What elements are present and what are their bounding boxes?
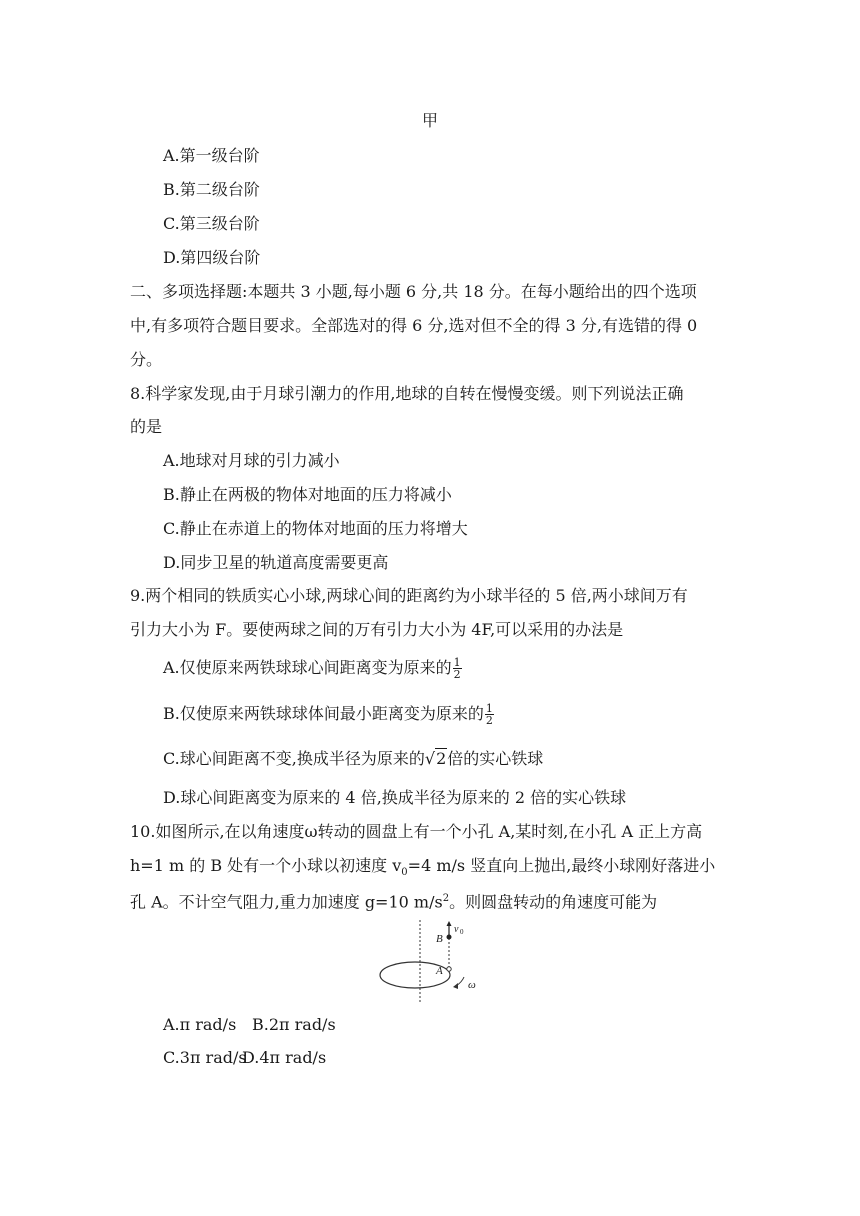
q7-option-a: A.第一级台阶 (163, 146, 260, 165)
ball-b (447, 935, 452, 940)
label-omega: ω (468, 979, 476, 991)
label-v-sub: 0 (460, 928, 464, 936)
q9-option-a (163, 657, 462, 680)
sqrt-radicand: 2 (436, 749, 447, 768)
q10-stem-line1: 10.如图所示,在以角速度ω转动的圆盘上有一个小孔 A,某时刻,在小孔 A 正上方高 (130, 822, 703, 841)
q9-option-c-text-pre: C.球心间距离不变,换成半径为原来的 (163, 749, 425, 768)
q10-option-b: B.2π rad/s (252, 1015, 336, 1034)
label-b: B (436, 933, 443, 945)
q8-option-d: D.同步卫星的轨道高度需要更高 (163, 553, 389, 572)
q10-option-a: A.π rad/s (163, 1015, 237, 1034)
q7-option-d: D.第四级台阶 (163, 248, 261, 267)
q10-stem3-post: 。则圆盘转动的角速度可能为 (449, 892, 658, 912)
q9-option-b (163, 703, 494, 726)
fraction-one-half (485, 703, 494, 726)
rotation-arrow-head (453, 983, 458, 989)
q9-option-d: D.球心间距离变为原来的 4 倍,换成半径为原来的 2 倍的实心铁球 (163, 788, 627, 807)
q9-option-c (163, 748, 543, 770)
q10-stem2-pre: h=1 m 的 B 处有一个小球以初速度 v (130, 856, 402, 875)
figure-caption: 甲 (421, 111, 438, 130)
q10-stem2-post: =4 m/s 竖直向上抛出,最终小球刚好落进小 (407, 856, 716, 875)
q10-option-c: C.3π rad/s (163, 1048, 247, 1067)
q10-v-subscript: 0 (401, 867, 408, 879)
q10-stem3-pre: 孔 A。不计空气阻力,重力加速度 g=10 m/s (130, 892, 443, 912)
q8-option-a: A.地球对月球的引力减小 (163, 451, 340, 470)
q10-option-d: D.4π rad/s (242, 1048, 327, 1067)
fraction-one-half (453, 657, 462, 680)
q9-option-c-text-post: 倍的实心铁球 (447, 749, 544, 768)
label-v: v (454, 924, 459, 935)
q7-option-b: B.第二级台阶 (163, 180, 260, 199)
section2-heading-line1: 二、多项选择题:本题共 3 小题,每小题 6 分,共 18 分。在每小题给出的四个选项 (130, 282, 697, 301)
q9-stem-line1: 9.两个相同的铁质实心小球,两球心间的距离约为小球半径的 5 倍,两小球间万有 (130, 586, 688, 605)
q10-stem-line2 (130, 855, 715, 884)
q10-stem-line3 (130, 888, 657, 913)
section2-heading-line3: 分。 (130, 350, 163, 369)
q9-option-a-text: A.仅使原来两铁球球心间距离变为原来的 (163, 658, 452, 677)
q7-option-c: C.第三级台阶 (163, 214, 260, 233)
label-a: A (436, 965, 443, 977)
q9-option-b-text: B.仅使原来两铁球球体间最小距离变为原来的 (163, 704, 484, 723)
section2-heading-line2: 中,有多项符合题目要求。全部选对的得 6 分,选对但不全的得 3 分,有选错的得 0 (130, 316, 698, 335)
velocity-arrow-head (447, 921, 452, 926)
q8-option-b: B.静止在两极的物体对地面的压力将减小 (163, 485, 452, 504)
fraction-denominator: 2 (485, 714, 493, 727)
rotating-disk-diagram (370, 920, 490, 1002)
fraction-numerator: 1 (453, 656, 461, 669)
fraction-denominator: 2 (453, 668, 461, 681)
hole-a (447, 967, 451, 971)
q10-g-superscript: 2 (442, 893, 450, 904)
sqrt-symbol: √2 (424, 749, 447, 768)
q8-stem-line2: 的是 (130, 417, 163, 436)
q8-option-c: C.静止在赤道上的物体对地面的压力将增大 (163, 519, 468, 538)
fraction-numerator: 1 (485, 702, 493, 715)
q9-stem-line2: 引力大小为 F。要使两球之间的万有引力大小为 4F,可以采用的办法是 (130, 620, 624, 639)
q8-stem-line1: 8.科学家发现,由于月球引潮力的作用,地球的自转在慢慢变缓。则下列说法正确 (130, 384, 684, 403)
